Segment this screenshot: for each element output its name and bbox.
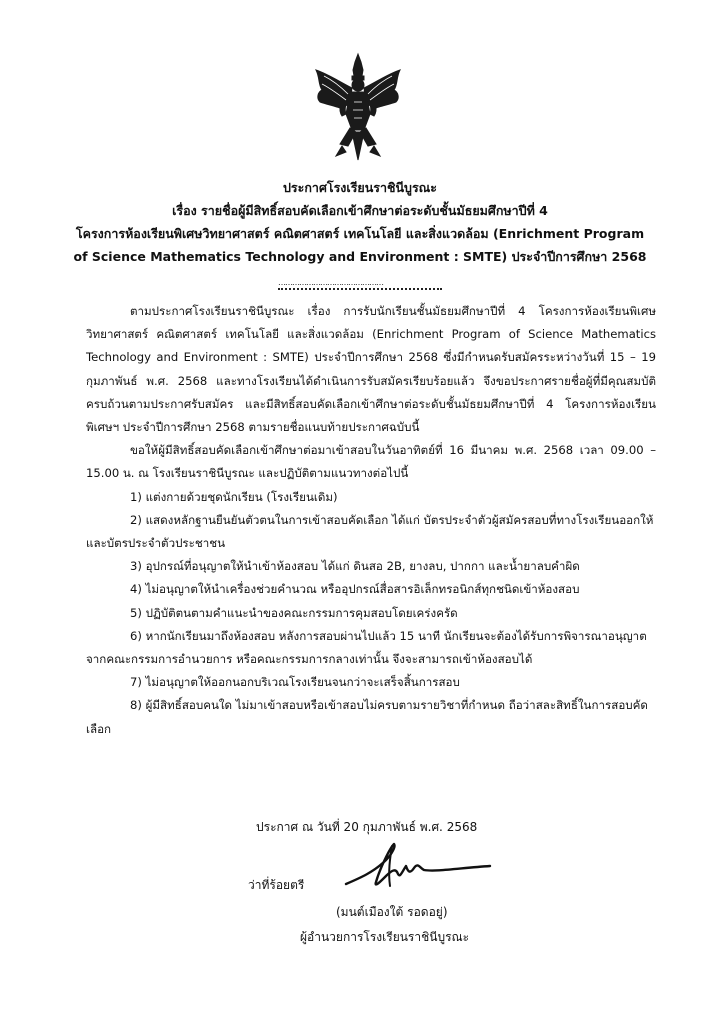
list-item: 4) ไม่อนุญาตให้นำเครื่องช่วยคำนวณ หรืออุปกรณ์สื่อสารอิเล็กทรอนิกส์ทุกชนิดเข้าห้องสอบ <box>130 582 580 597</box>
signer-name: (มนต์เมืองใต้ รอดอยู่) <box>336 905 448 919</box>
list-item: 8) ผู้มีสิทธิ์สอบคนใด ไม่มาเข้าสอบหรือเข้าสอบไม่ครบตามรายวิชาที่กำหนด ถือว่าสละสิทธิ์ในการสอบคัดเลือก <box>86 698 648 736</box>
program-line: โครงการห้องเรียนพิเศษวิทยาศาสตร์ คณิตศาสตร์ เทคโนโลยี และสิ่งแวดล้อม (Enrichment Program <box>75 226 645 241</box>
list-item: 1) แต่งกายด้วยชุดนักเรียน (โรงเรียนเดิม) <box>130 489 338 504</box>
paragraph-exam-date: ขอให้ผู้มีสิทธิ์สอบคัดเลือกเข้าศึกษาต่อมาเข้าสอบในวันอาทิตย์ที่ 16 มีนาคม พ.ศ. 2568 เวลา 09.00 – 15.00 น. ณ โรงเรียนราชินีบูรณะ และปฏิบัติตามแนวทางต่อไปนี้ <box>86 443 656 481</box>
signature-icon <box>340 838 500 898</box>
signer-rank: ว่าที่ร้อยตรี <box>248 878 305 892</box>
paragraph-intro: ตามประกาศโรงเรียนราชินีบูรณะ เรื่อง การรับนักเรียนชั้นมัธยมศึกษาปีที่ 4 โครงการห้องเรียนพิเศษวิทยาศาสตร์ คณิตศาสตร์ เทคโนโลยี และสิ่งแวดล้อม (Enrichment Program of Science Mathematics Technology and Environment : SMTE) ประจำปีการศึกษา 2568 ซึ่งมีกำหนดรับสมัครระหว่างวันที่ 15 – 19 กุมภาพันธ์ พ.ศ. 2568 และทางโรงเรียนได้ดำเนินการรับสมัครเรียบร้อยแล้ว จึงขอประกาศรายชื่อผู้ที่มีคุณสมบัติครบถ้วนตามประกาศรับสมัคร และมีสิทธิ์สอบคัดเลือกเข้าศึกษาต่อระดับชั้นมัธยมศึกษาปีที่ 4 โครงการห้องเรียนพิเศษฯ ประจำปีการศึกษา 2568 ตามรายชื่อแนบท้ายประกาศฉบับนี้ <box>86 304 656 435</box>
announcement-header <box>70 176 650 268</box>
list-item: 7) ไม่อนุญาตให้ออกนอกบริเวณโรงเรียนจนกว่าจะเสร็จสิ้นการสอบ <box>130 675 460 690</box>
announcement-date: ประกาศ ณ วันที่ 20 กุมภาพันธ์ พ.ศ. 2568 <box>256 820 478 834</box>
announcement-body <box>86 300 656 741</box>
list-item: 3) อุปกรณ์ที่อนุญาตให้นำเข้าห้องสอบ ได้แก่ ดินสอ 2B, ยางลบ, ปากกา และน้ำยาลบคำผิด <box>130 559 580 574</box>
subject-line: เรื่อง รายชื่อผู้มีสิทธิ์สอบคัดเลือกเข้าศึกษาต่อระดับชั้นมัธยมศึกษาปีที่ 4 <box>172 203 548 218</box>
list-item: 5) ปฏิบัติตนตามคำแนะนำของคณะกรรมการคุมสอบโดยเคร่งครัด <box>130 605 458 620</box>
list-item: 6) หากนักเรียนมาถึงห้องสอบ หลังการสอบผ่านไปแล้ว 15 นาที นักเรียนจะต้องได้รับการพิจารณาอนุญาตจากคณะกรรมการอำนวยการ หรือคณะกรรมการกลางเท่านั้น จึงจะสามารถเข้าห้องสอบได้ <box>86 628 647 667</box>
list-item: 2) แสดงหลักฐานยืนยันตัวตนในการเข้าสอบคัดเลือก ได้แก่ บัตรประจำตัวผู้สมัครสอบที่ทางโรงเรียนออกให้ และบัตรประจำตัวประชาชน <box>86 512 654 551</box>
garuda-emblem-icon <box>310 52 406 164</box>
signer-position: ผู้อำนวยการโรงเรียนราชินีบูรณะ <box>300 930 470 944</box>
school-announcement-title: ประกาศโรงเรียนราชินีบูรณะ <box>283 180 437 195</box>
program-line-continued: of Science Mathematics Technology and Environment : SMTE) ประจำปีการศึกษา 2568 <box>73 249 647 264</box>
separator-text: ……………………………………… <box>278 278 383 287</box>
